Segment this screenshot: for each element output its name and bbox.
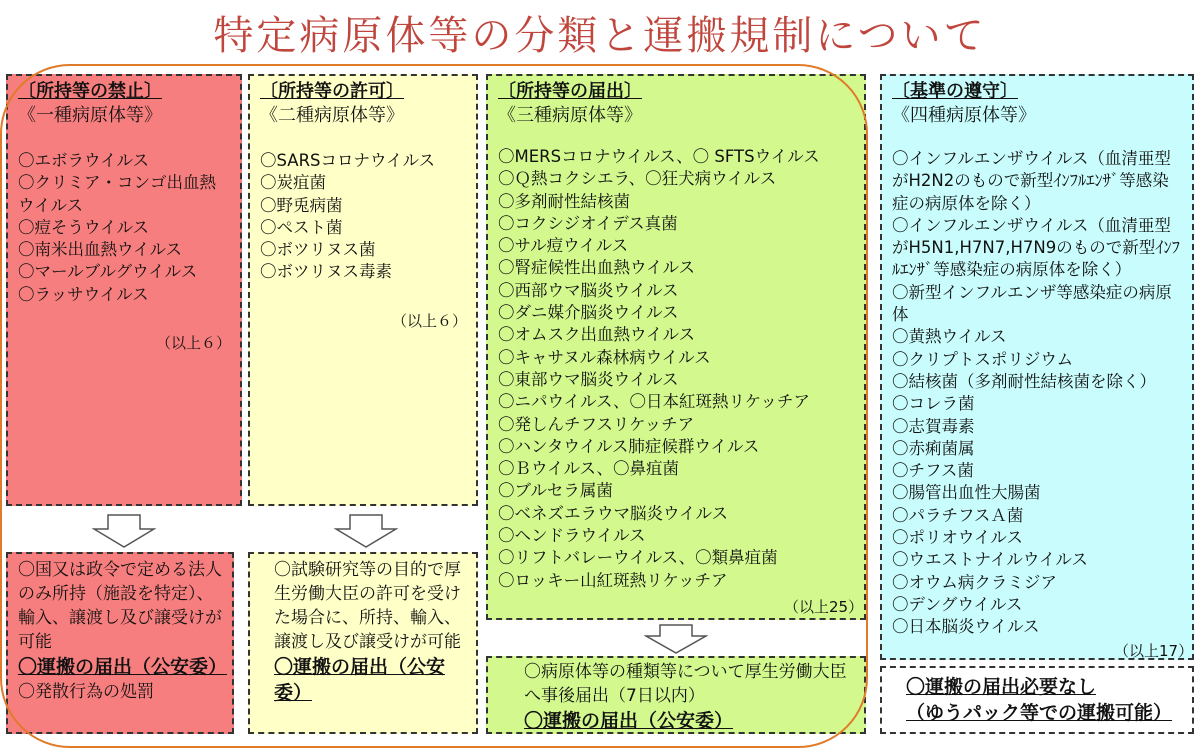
list-item: 〇ダニ媒介脳炎ウイルス [498,303,679,323]
col2-category: 《二種病原体等》 [260,105,404,126]
col1-top-box [6,74,242,506]
list-item: 〇ロッキー山紅斑熱リケッチア [498,570,728,590]
list-item: 〇炭疽菌 [260,173,326,193]
col1-note: 〇国又は政令で定める法人のみ所持（施設を特定）、輸入、譲渡し及び譲受けが可能 [18,560,222,652]
col3-category: 《三種病原体等》 [498,105,642,126]
list-item: 〇Ｑ熱コクシエラ、〇狂犬病ウイルス [498,169,777,189]
col4-top-box [880,74,1194,660]
page-title: 特定病原体等の分類と運搬規制について [213,13,987,59]
list-item: 〇ペスト菌 [260,217,343,237]
down-arrow-icon [644,624,708,654]
col4-bottom-box [880,666,1194,734]
col3-transport-note: 〇運搬の届出（公安委） [524,710,734,732]
list-item: 〇サル痘ウイルス [498,236,629,256]
down-arrow-icon [92,514,156,548]
list-item: 〇多剤耐性結核菌 [498,191,630,211]
list-item: 〇エボラウイルス [18,151,150,170]
list-item: 〇腸管出血性大腸菌 [892,483,1041,503]
list-item: 〇東部ウマ脳炎ウイルス [498,369,679,389]
list-item: 〇ボツリヌス毒素 [260,262,392,282]
list-item: 〇ラッサウイルス [18,284,149,304]
col1-category: 《一種病原体等》 [18,105,162,126]
col1-heading: 〔所持等の禁止〕 [18,81,162,102]
col3-note: 〇病原体等の種類等について厚生労働大臣へ事後届出（7日以内） [524,662,847,706]
list-item: 〇コレラ菌 [892,394,975,414]
list-item: 〇クリミア・コンゴ出血熱 ウイルス [18,173,233,215]
list-item: 〇ブルセラ属菌 [498,481,613,501]
list-item: 〇ポリオウイルス [892,528,1023,548]
col4-no-notice-note: 〇運搬の届出必要なし [906,676,1097,698]
list-item: 〇ヘンドラウイルス [498,526,646,546]
list-item: 〇新型インフルエンザ等感染症の病原体 [892,282,1172,325]
list-item: 〇オウム病クラミジア [892,572,1057,592]
list-item: 〇キャサヌル森林病ウイルス [498,347,711,367]
list-item: 〇デングウイルス [892,594,1023,614]
list-item: 〇インフルエンザウイルス（血清亜型がH5N1,H7N7,H7N9のもので新型ｲﾝﾌﾙｴﾝｻﾞ等感染症の病原体を除く） [892,215,1180,280]
list-item: 〇腎症候性出血熱ウイルス [498,258,696,278]
list-item: 〇野兎病菌 [260,195,343,215]
col4-category: 《四種病原体等》 [892,105,1036,126]
col1-penalty-note: 〇発散行為の処罰 [18,682,154,702]
list-item: 〇痘そうウイルス [18,217,150,237]
list-item: 〇赤痢菌属 [892,438,975,458]
list-item: 〇Ｂウイルス、〇鼻疽菌 [498,459,680,479]
col2-note: 〇試験研究等の目的で厚生労働大臣の許可を受けた場合に、所持、輸入、譲渡し及び譲受けが可能 [274,560,461,652]
col2-transport-note: 〇運搬の届出（公安委） [274,656,446,704]
col2-heading: 〔所持等の許可〕 [260,81,404,102]
list-item: 〇ボツリヌス菌 [260,240,376,260]
down-arrow-icon [334,514,398,548]
list-item: 〇ウエストナイルウイルス [892,550,1088,570]
col3-heading: 〔所持等の届出〕 [498,81,642,102]
list-item: 〇クリプトスポリジウム [892,349,1074,369]
col3-count: （以上25） [784,598,864,616]
list-item: 〇日本脳炎ウイルス [892,617,1040,637]
list-item: 〇結核菌（多剤耐性結核菌を除く） [892,371,1156,391]
list-item: 〇コクシジオイデス真菌 [498,213,678,233]
col3-top-box [486,74,866,620]
col4-count: （以上17） [1114,642,1194,660]
list-item: 〇ニパウイルス、〇日本紅斑熱リケッチア [498,392,810,412]
list-item: 〇マールブルグウイルス [18,262,198,282]
list-item: 〇西部ウマ脳炎ウイルス [498,280,679,300]
list-item: 〇リフトバレーウイルス、〇類鼻疽菌 [498,548,778,568]
col3-bottom-box [486,656,866,734]
list-item: 〇南米出血熱ウイルス [18,240,183,260]
list-item: 〇オムスク出血熱ウイルス [498,325,696,345]
list-item: 〇インフルエンザウイルス（血清亜型がH2N2のもので新型ｲﾝﾌﾙｴﾝｻﾞ等感染症の病原体を除く） [892,149,1171,213]
list-item: 〇志賀毒素 [892,416,975,436]
list-item: 〇黄熱ウイルス [892,327,1007,347]
col2-top-box [248,74,478,506]
list-item: 〇SARSコロナウイルス [260,151,436,170]
col1-count: （以上６） [156,334,232,352]
list-item: 〇チフス菌 [892,461,974,481]
col4-heading: 〔基準の遵守〕 [892,81,1018,102]
list-item: 〇MERSコロナウイルス、〇 SFTSウイルス [498,147,820,166]
list-item: 〇発しんチフスリケッチア [498,414,695,434]
list-item: 〇ハンタウイルス肺症候群ウイルス [498,436,760,456]
col2-count: （以上６） [392,312,468,330]
list-item: 〇ベネズエラウマ脳炎ウイルス [498,503,729,523]
col1-transport-note: 〇運搬の届出（公安委） [18,656,228,678]
col4-yupack-note: （ゆうパック等での運搬可能） [906,702,1173,724]
list-item: 〇パラチフスＡ菌 [892,505,1024,525]
col2-bottom-box [248,552,478,734]
col1-bottom-box [6,552,234,734]
